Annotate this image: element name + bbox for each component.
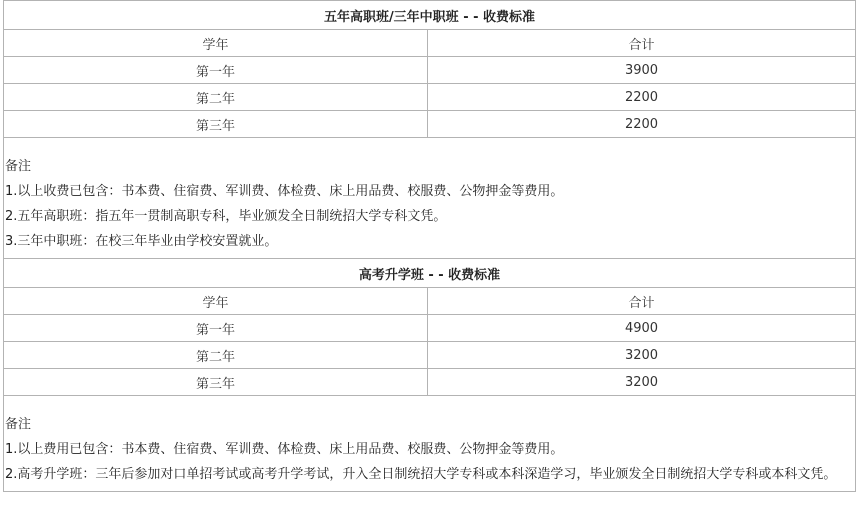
section1-header-row — [4, 30, 856, 57]
section2-row1-year: 第一年 — [4, 315, 428, 342]
section2-header-total: 合计 — [428, 288, 856, 315]
section1-row1-total: 3900 — [428, 57, 856, 84]
section2-header-year: 学年 — [4, 288, 428, 315]
section1-title-row — [4, 1, 856, 30]
section2-note-heading: 备注 — [5, 417, 32, 432]
table-row — [4, 369, 856, 396]
section1-note-2: 2.五年高职班：指五年一贯制高职专科，毕业颁发全日制统招大学专科文凭。 — [5, 209, 447, 224]
section2-title-row — [4, 259, 856, 288]
table-row — [4, 111, 856, 138]
section1-row2-year: 第二年 — [4, 84, 428, 111]
table-row — [4, 342, 856, 369]
section1-note-heading: 备注 — [5, 159, 32, 174]
table-row — [4, 84, 856, 111]
section2-row1-total: 4900 — [428, 315, 856, 342]
section2-row3-year: 第三年 — [4, 369, 428, 396]
section1-notes-row — [4, 138, 856, 259]
section2-note-1: 1.以上费用已包含：书本费、住宿费、军训费、体检费、床上用品费、校服费、公物押金等费用。 — [5, 442, 564, 457]
section2-row3-total: 3200 — [428, 369, 856, 396]
section1-note-1: 1.以上收费已包含：书本费、住宿费、军训费、体检费、床上用品费、校服费、公物押金等费用。 — [5, 184, 564, 199]
table-row — [4, 57, 856, 84]
section2-notes-row — [4, 396, 856, 492]
table-row — [4, 315, 856, 342]
section2-row2-total: 3200 — [428, 342, 856, 369]
section2-header-row — [4, 288, 856, 315]
section1-row3-total: 2200 — [428, 111, 856, 138]
section1-row2-total: 2200 — [428, 84, 856, 111]
section1-row1-year: 第一年 — [4, 57, 428, 84]
section1-title: 五年高职班/三年中职班 - - 收费标准 — [4, 1, 856, 30]
fee-document — [3, 0, 855, 492]
section2-notes — [4, 396, 856, 492]
section2-title: 高考升学班 - - 收费标准 — [4, 259, 856, 288]
section1-notes — [4, 138, 856, 259]
fee-table — [3, 0, 856, 492]
section1-row3-year: 第三年 — [4, 111, 428, 138]
section2-row2-year: 第二年 — [4, 342, 428, 369]
section1-header-year: 学年 — [4, 30, 428, 57]
section1-header-total: 合计 — [428, 30, 856, 57]
section1-note-3: 3.三年中职班：在校三年毕业由学校安置就业。 — [5, 234, 278, 249]
section2-note-2: 2.高考升学班：三年后参加对口单招考试或高考升学考试，升入全日制统招大学专科或本科深造学习，毕业颁发全日制统招大学专科或本科文凭。 — [5, 467, 837, 482]
